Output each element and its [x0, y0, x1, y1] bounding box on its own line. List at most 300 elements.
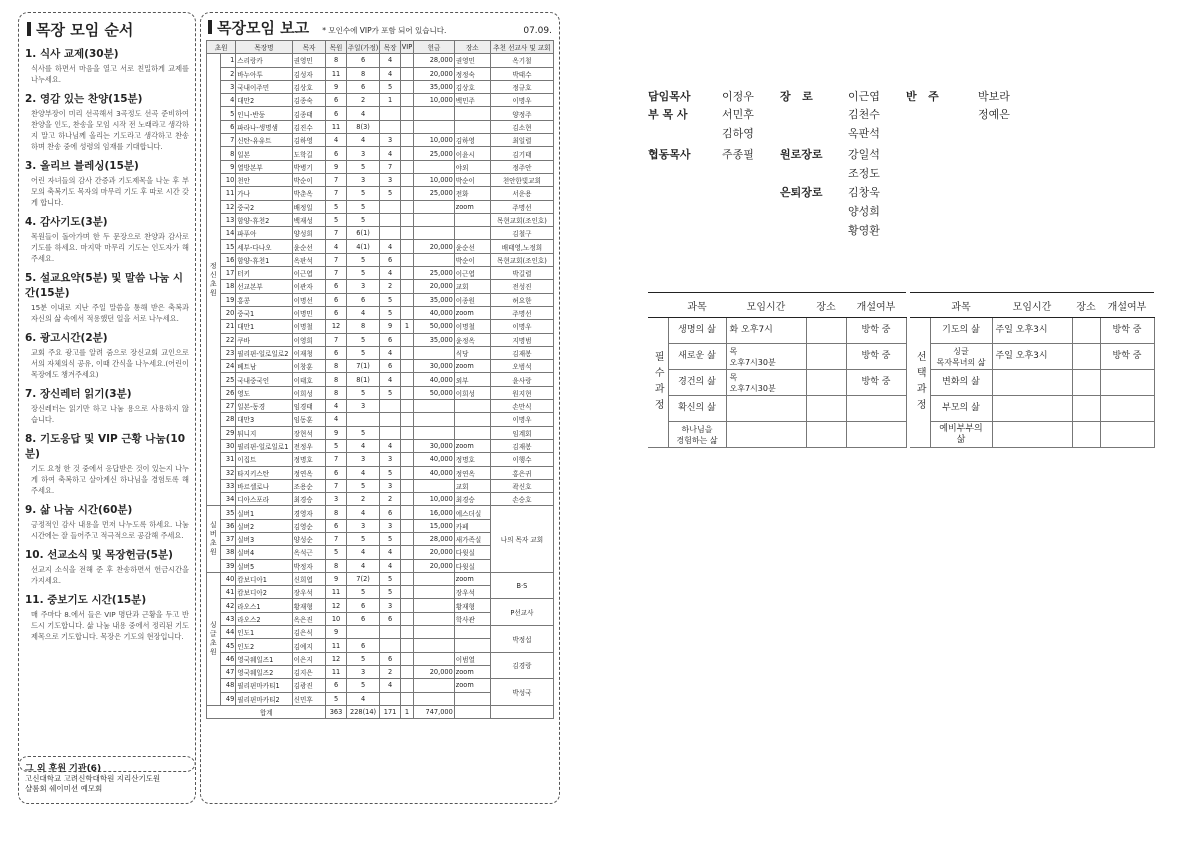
leader-name: 김종태 — [292, 107, 326, 120]
meeting-count: 6 — [380, 652, 400, 665]
elder-name: 이근엽 — [848, 90, 880, 103]
report-table-row — [207, 493, 554, 506]
sunday-count: 3 — [346, 665, 380, 678]
elder-name: 김천수 — [848, 108, 880, 121]
row-number: 13 — [220, 213, 236, 226]
vip-count — [400, 227, 414, 240]
offering-amount: 25,000 — [414, 267, 455, 280]
mokjang-name: 쿠바 — [236, 333, 292, 346]
report-note: * 모인수에 VIP가 포함 되어 있습니다. — [322, 26, 447, 35]
sunday-count: 4 — [346, 692, 380, 705]
meeting-order-item-title: 4. 감사기도(3분) — [25, 216, 108, 228]
meeting-order-item — [25, 502, 189, 541]
report-table-row — [207, 173, 554, 186]
meeting-order-item — [25, 270, 189, 324]
meeting-count: 4 — [380, 373, 400, 386]
row-number: 16 — [220, 253, 236, 266]
leader-name: 이희성 — [292, 386, 326, 399]
report-table-row — [207, 453, 554, 466]
meeting-count: 3 — [380, 173, 400, 186]
report-total-row — [207, 705, 554, 718]
leader-name: 이창훈 — [292, 360, 326, 373]
place — [454, 107, 490, 120]
members-count: 8 — [326, 373, 346, 386]
row-number: 21 — [220, 320, 236, 333]
meeting-count: 5 — [380, 586, 400, 599]
meeting-order-item-title: 6. 광고시간(2분) — [25, 332, 108, 344]
leader-name: 김종숙 — [292, 94, 326, 107]
vip-count — [400, 306, 414, 319]
course-place — [1072, 318, 1100, 344]
vip-count — [400, 253, 414, 266]
recommended-church: 서운용 — [490, 187, 553, 200]
place: 이범열 — [454, 652, 490, 665]
sunday-count: 2 — [346, 493, 380, 506]
vip-count — [400, 586, 414, 599]
mokjang-name: 중국2 — [236, 200, 292, 213]
mokjang-name: 세부-다나오 — [236, 240, 292, 253]
recommended-church: 지명범 — [490, 333, 553, 346]
course-row — [910, 318, 1154, 344]
course-category: 필수과정 — [648, 318, 668, 448]
row-number: 34 — [220, 493, 236, 506]
report-column-header: 목장명 — [236, 41, 292, 54]
meeting-order-item — [25, 547, 189, 586]
offering-amount: 28,000 — [414, 532, 455, 545]
offering-amount — [414, 200, 455, 213]
leader-name: 김상호 — [292, 80, 326, 93]
course-status: 방학 중 — [846, 370, 906, 396]
meeting-count: 3 — [380, 479, 400, 492]
course-column-header: 장소 — [1072, 293, 1100, 318]
meeting-order-item-title: 3. 올리브 블레싱(15분) — [25, 160, 139, 172]
elder-retired-label: 은퇴장로 — [780, 186, 823, 199]
course-time — [992, 370, 1072, 396]
offering-amount — [414, 253, 455, 266]
row-number: 30 — [220, 439, 236, 452]
sunday-count: 4 — [346, 466, 380, 479]
associate-pastor-name: 서민후 — [722, 108, 754, 121]
row-number: 38 — [220, 546, 236, 559]
recommended-church: 윤사랑 — [490, 373, 553, 386]
place — [454, 692, 490, 705]
sunday-count: 4 — [346, 107, 380, 120]
leader-name: 장현석 — [292, 426, 326, 439]
members-count: 11 — [326, 665, 346, 678]
row-number: 47 — [220, 665, 236, 678]
meeting-order-item-text: 기도 요청 한 것 중에서 응답받은 것이 있는지 나누게 하여 축복하고 살아계신 하나님을 경험토록 해주세요. — [31, 464, 189, 495]
recommended-church: 이명우 — [490, 413, 553, 426]
members-count: 6 — [326, 147, 346, 160]
meeting-order-item-text: 선교지 소식을 전해 준 후 찬송하면서 헌금시간을 가지세요. — [31, 565, 189, 585]
recommended-church: 정주안 — [490, 160, 553, 173]
sunday-count: 5 — [346, 333, 380, 346]
report-table-row — [207, 267, 554, 280]
place — [454, 120, 490, 133]
mokjang-name: 인도1 — [236, 626, 292, 639]
meeting-count — [380, 426, 400, 439]
course-column-header: 과목 — [668, 293, 726, 318]
report-table-row — [207, 439, 554, 452]
course-row — [910, 396, 1154, 422]
members-count: 7 — [326, 479, 346, 492]
meeting-count: 2 — [380, 280, 400, 293]
vip-count — [400, 400, 414, 413]
report-table-row — [207, 360, 554, 373]
meeting-order-title — [27, 19, 189, 40]
place: zoom — [454, 679, 490, 692]
course-row — [910, 344, 1154, 370]
course-status: 방학 중 — [846, 318, 906, 344]
mokjang-name: 필리핀마카티2 — [236, 692, 292, 705]
report-table-row — [207, 80, 554, 93]
mokjang-name: 천안 — [236, 173, 292, 186]
leader-name: 옥판석 — [292, 253, 326, 266]
mokjang-name: 필리핀-일로일로2 — [236, 346, 292, 359]
sunday-count: 5 — [346, 213, 380, 226]
members-count: 10 — [326, 612, 346, 625]
grassland-group: 싱글초원 — [207, 572, 221, 705]
row-number: 5 — [220, 107, 236, 120]
meeting-count: 1 — [380, 94, 400, 107]
offering-amount: 15,000 — [414, 519, 455, 532]
course-header-row — [910, 293, 1154, 318]
offering-amount — [414, 413, 455, 426]
offering-amount: 35,000 — [414, 293, 455, 306]
place: 윤정옥 — [454, 333, 490, 346]
mokjang-name: 필리핀마카티1 — [236, 679, 292, 692]
mokjang-name: 스리랑카 — [236, 54, 292, 67]
meeting-count — [380, 639, 400, 652]
members-count: 6 — [326, 94, 346, 107]
meeting-count: 4 — [380, 240, 400, 253]
grassland-group: 정신초원 — [207, 54, 221, 506]
course-status — [1100, 396, 1154, 422]
offering-amount — [414, 213, 455, 226]
sunday-count: 5 — [346, 426, 380, 439]
meeting-order-item-title: 1. 식사 교제(30분) — [25, 48, 119, 60]
sponsor-title: 그 외 후원 기관(6) — [25, 764, 102, 774]
grassland-group: 실버초원 — [207, 506, 221, 572]
members-count: 6 — [326, 466, 346, 479]
vip-count — [400, 519, 414, 532]
members-count: 3 — [326, 493, 346, 506]
place: 에스더실 — [454, 506, 490, 519]
place: 김하영 — [454, 134, 490, 147]
course-place — [806, 344, 846, 370]
mokjang-name: 영국웨일즈2 — [236, 665, 292, 678]
leader-name: 정연옥 — [292, 466, 326, 479]
row-number: 43 — [220, 612, 236, 625]
sunday-count: 2 — [346, 94, 380, 107]
recommended-church: 전성진 — [490, 280, 553, 293]
sunday-count: 5 — [346, 346, 380, 359]
meeting-order-item-text: 교회 주요 광고를 알려 줌으로 장신교회 교인으로서의 자체의식 공유, 이때 간식을 나누세요.(어린이 목장에도 챙겨주세요) — [31, 348, 189, 379]
mokjang-name: 함양-휴천1 — [236, 253, 292, 266]
total-value: 171 — [380, 705, 400, 718]
mokjang-name: 중국1 — [236, 306, 292, 319]
offering-amount: 10,000 — [414, 94, 455, 107]
course-status — [1100, 370, 1154, 396]
vip-count — [400, 439, 414, 452]
report-table-row — [207, 107, 554, 120]
offering-amount — [414, 426, 455, 439]
required-courses-table — [648, 292, 907, 448]
row-number: 23 — [220, 346, 236, 359]
offering-amount — [414, 586, 455, 599]
report-title — [208, 19, 309, 37]
meeting-order-list — [25, 46, 189, 642]
members-count: 4 — [326, 413, 346, 426]
place: 정명호 — [454, 453, 490, 466]
mokjang-name: 가나 — [236, 187, 292, 200]
sunday-count: 8 — [346, 67, 380, 80]
course-place — [806, 318, 846, 344]
mokjang-name: 영국웨일즈1 — [236, 652, 292, 665]
place: 외부 — [454, 373, 490, 386]
row-number: 46 — [220, 652, 236, 665]
report-table-row — [207, 506, 554, 519]
meeting-order-item-text: 매 주마다 8.에서 들은 VIP 명단과 근황을 두고 반드시 기도합니다. 삶 나눔 내용 중에서 정리된 기도제목으로 기도합니다. 목장은 기도의 현장입니다. — [31, 610, 189, 641]
recommended-church: 옥기철 — [490, 54, 553, 67]
course-place — [1072, 344, 1100, 370]
meeting-count — [380, 400, 400, 413]
sunday-count: 6 — [346, 612, 380, 625]
place: zoom — [454, 360, 490, 373]
place: 박순이 — [454, 253, 490, 266]
course-place — [806, 370, 846, 396]
offering-amount — [414, 479, 455, 492]
row-number: 10 — [220, 173, 236, 186]
course-header-spacer — [910, 293, 930, 318]
sunday-count: 8 — [346, 320, 380, 333]
leader-name: 임경태 — [292, 400, 326, 413]
vip-count — [400, 639, 414, 652]
sunday-count: 5 — [346, 586, 380, 599]
vip-count — [400, 173, 414, 186]
meeting-count: 6 — [380, 506, 400, 519]
row-number: 2 — [220, 67, 236, 80]
leader-name: 이근엽 — [292, 267, 326, 280]
report-table-row — [207, 386, 554, 399]
course-name: 예비부부의 삶 — [930, 422, 992, 448]
place: 학사관 — [454, 612, 490, 625]
meeting-order-item — [25, 431, 189, 496]
row-number: 22 — [220, 333, 236, 346]
place — [454, 213, 490, 226]
course-category: 선택과정 — [910, 318, 930, 448]
recommended-church: 목현교회(조인호) — [490, 213, 553, 226]
sunday-count: 7(2) — [346, 572, 380, 585]
sponsor-line: 샬롬회 쉐이미션 예모회 — [25, 784, 103, 793]
meeting-order-item-title: 7. 장신레터 읽기(3분) — [25, 388, 132, 400]
course-time — [726, 396, 806, 422]
mokjang-name: 이집트 — [236, 453, 292, 466]
sunday-count: 5 — [346, 386, 380, 399]
report-table-row — [207, 572, 554, 585]
report-table-row — [207, 626, 554, 639]
offering-amount: 35,000 — [414, 333, 455, 346]
sunday-count: 7(1) — [346, 360, 380, 373]
report-table-row — [207, 599, 554, 612]
members-count: 11 — [326, 586, 346, 599]
row-number: 27 — [220, 400, 236, 413]
leader-name: 이명철 — [292, 320, 326, 333]
vip-count — [400, 386, 414, 399]
course-row — [648, 370, 906, 396]
members-count: 7 — [326, 227, 346, 240]
offering-amount — [414, 107, 455, 120]
course-column-header: 개설여부 — [1100, 293, 1154, 318]
offering-amount: 20,000 — [414, 665, 455, 678]
mokjang-name: 튀니지 — [236, 426, 292, 439]
members-count: 7 — [326, 173, 346, 186]
report-table-row — [207, 134, 554, 147]
recommended-church: B·S — [490, 572, 553, 599]
recommended-church: 박성국 — [490, 679, 553, 706]
offering-amount: 40,000 — [414, 453, 455, 466]
meeting-count: 5 — [380, 293, 400, 306]
sponsor-panel — [18, 756, 196, 804]
recommended-church: 목현교회(조인호) — [490, 253, 553, 266]
place: 권영민 — [454, 54, 490, 67]
place — [454, 639, 490, 652]
meeting-count: 6 — [380, 612, 400, 625]
vip-count — [400, 120, 414, 133]
leader-name: 도학길 — [292, 147, 326, 160]
offering-amount: 20,000 — [414, 280, 455, 293]
sunday-count: 5 — [346, 532, 380, 545]
recommended-church: P선교사 — [490, 599, 553, 626]
row-number: 45 — [220, 639, 236, 652]
vip-count — [400, 453, 414, 466]
row-number: 31 — [220, 453, 236, 466]
report-column-header: 장소 — [454, 41, 490, 54]
meeting-order-item-text: 찬양부장이 미리 선곡해서 3곡정도 선곡 준비하여 찬양을 인도, 찬송을 모임 시작 전 노래라고 생각하지 말고 하나님께 올리는 기도라고 생각하고 찬송하며 찬송 중에 성령의 임재를 기대합니다. — [31, 109, 189, 151]
course-column-header: 모임시간 — [726, 293, 806, 318]
course-time — [992, 422, 1072, 448]
place: 이윤시 — [454, 147, 490, 160]
vip-count — [400, 160, 414, 173]
vip-count — [400, 67, 414, 80]
leader-name: 임동훈 — [292, 413, 326, 426]
place: 김상호 — [454, 80, 490, 93]
leader-name: 경영자 — [292, 506, 326, 519]
meeting-count: 4 — [380, 67, 400, 80]
sunday-count: 4 — [346, 546, 380, 559]
recommended-church: 나의 목자 교회 — [490, 506, 553, 572]
report-header — [208, 17, 552, 38]
leader-name: 김예지 — [292, 639, 326, 652]
mokjang-name: 대만2 — [236, 94, 292, 107]
vip-count: 1 — [400, 320, 414, 333]
offering-amount: 40,000 — [414, 373, 455, 386]
place: zoom — [454, 200, 490, 213]
offering-amount — [414, 227, 455, 240]
recommended-church: 김기태 — [490, 147, 553, 160]
offering-amount: 28,000 — [414, 54, 455, 67]
course-column-header: 과목 — [930, 293, 992, 318]
report-table — [206, 40, 554, 719]
members-count: 12 — [326, 652, 346, 665]
members-count: 9 — [326, 626, 346, 639]
report-title-text: 목장모임 보고 — [217, 19, 310, 37]
meeting-count: 4 — [380, 147, 400, 160]
members-count: 6 — [326, 519, 346, 532]
row-number: 4 — [220, 94, 236, 107]
report-table-row — [207, 280, 554, 293]
leader-name: 신희엽 — [292, 572, 326, 585]
course-row — [910, 422, 1154, 448]
total-empty — [490, 705, 553, 718]
meeting-count — [380, 120, 400, 133]
vip-count — [400, 267, 414, 280]
sunday-count: 3 — [346, 400, 380, 413]
staff-list — [648, 88, 1048, 248]
row-number: 29 — [220, 426, 236, 439]
offering-amount: 25,000 — [414, 187, 455, 200]
members-count: 8 — [326, 54, 346, 67]
offering-amount — [414, 160, 455, 173]
meeting-order-item — [25, 158, 189, 208]
members-count: 7 — [326, 532, 346, 545]
offering-amount — [414, 612, 455, 625]
report-table-row — [207, 333, 554, 346]
meeting-count: 6 — [380, 333, 400, 346]
accompanist-name: 박보라 — [978, 90, 1010, 103]
report-column-header: 주일(가정) — [346, 41, 380, 54]
meeting-count: 4 — [380, 439, 400, 452]
leader-name: 최경승 — [292, 493, 326, 506]
sunday-count: 8(1) — [346, 373, 380, 386]
meeting-count: 3 — [380, 599, 400, 612]
course-status — [846, 396, 906, 422]
members-count: 9 — [326, 80, 346, 93]
offering-amount — [414, 400, 455, 413]
members-count: 6 — [326, 293, 346, 306]
total-value: 747,000 — [414, 705, 455, 718]
members-count: 8 — [326, 386, 346, 399]
vip-count — [400, 599, 414, 612]
vip-count — [400, 200, 414, 213]
leader-name: 조용순 — [292, 479, 326, 492]
title-bar-icon — [27, 22, 31, 36]
report-table-row — [207, 320, 554, 333]
course-time: 목 오후7시30분 — [726, 370, 806, 396]
place: zoom — [454, 572, 490, 585]
cooperating-pastor-label: 협동목사 — [648, 148, 691, 161]
meeting-count — [380, 213, 400, 226]
meeting-count: 4 — [380, 679, 400, 692]
vip-count — [400, 107, 414, 120]
meeting-order-item — [25, 592, 189, 642]
vip-count — [400, 506, 414, 519]
vip-count — [400, 559, 414, 572]
leader-name: 황재형 — [292, 599, 326, 612]
offering-amount: 20,000 — [414, 559, 455, 572]
leader-name: 박정자 — [292, 559, 326, 572]
course-status: 방학 중 — [1100, 318, 1154, 344]
vip-count — [400, 80, 414, 93]
members-count: 12 — [326, 320, 346, 333]
meeting-count: 6 — [380, 360, 400, 373]
leader-name: 정명호 — [292, 453, 326, 466]
course-header-row — [648, 293, 906, 318]
report-column-header: 목장 — [380, 41, 400, 54]
mokjang-name: 라오스2 — [236, 612, 292, 625]
place: 장우석 — [454, 586, 490, 599]
vip-count — [400, 187, 414, 200]
